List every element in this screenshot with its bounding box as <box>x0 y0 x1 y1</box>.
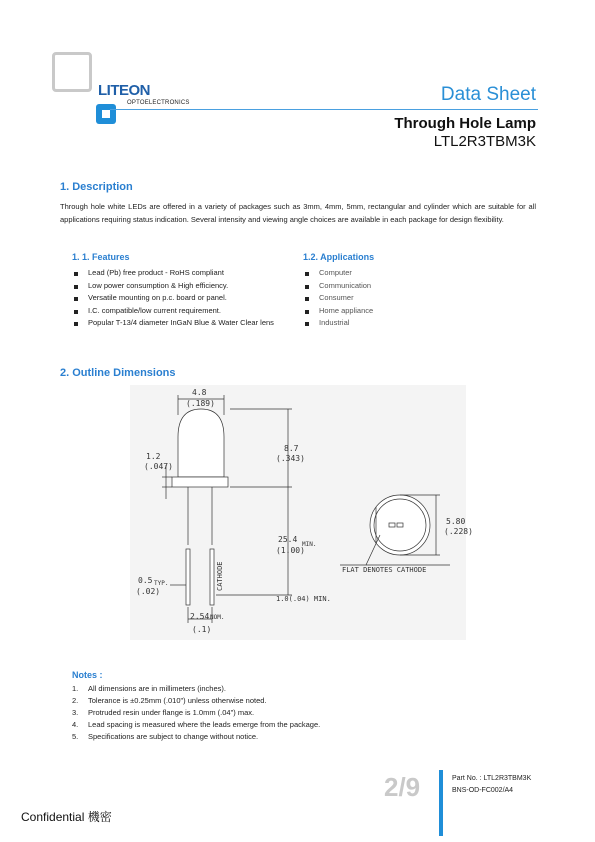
applications-heading: 1.2. Applications <box>303 252 375 262</box>
dim-label: 0.5 <box>138 576 153 585</box>
dim-label: 1.2 <box>146 452 161 461</box>
footer-part-number: Part No. : LTL2R3TBM3K <box>452 775 532 782</box>
description-text: Through hole white LEDs are offered in a variety of packages such as 3mm, 4mm, 5mm, rectangular and cylinder which are suitable for all applications requiring status indication. Several intensity and viewing angle choices are available in each package for design flexibility. <box>60 202 536 224</box>
outline-heading: 2. Outline Dimensions <box>60 367 176 379</box>
notes-list <box>72 683 320 743</box>
logo-mark-icon <box>96 104 116 124</box>
lead-right-cut <box>210 549 214 605</box>
confidential-label: Confidential 機密 <box>21 810 112 824</box>
led-flange <box>172 477 228 487</box>
dim-label: (.189) <box>186 399 215 408</box>
list-item <box>72 731 320 743</box>
features-heading: 1. 1. Features <box>72 252 130 262</box>
dim-label: (.228) <box>444 527 473 536</box>
list-item: Communication <box>303 280 453 293</box>
note-text: All dimensions are in millimeters (inches). <box>88 684 226 693</box>
outline-drawing <box>130 385 473 640</box>
lead-pad-right <box>397 523 403 527</box>
dim-label: (1.00) <box>276 546 305 555</box>
list-item <box>72 695 320 707</box>
note-number: 2. <box>72 696 79 705</box>
note-text: Tolerance is ±0.25mm (.010") unless otherwise noted. <box>88 696 267 705</box>
dim-label: NOM. <box>210 614 225 621</box>
list-item: Computer <box>303 267 453 280</box>
flat-cathode-note: FLAT DENOTES CATHODE <box>342 566 427 574</box>
list-item: Industrial <box>303 317 453 330</box>
lead-pad-left <box>389 523 395 527</box>
header-divider <box>110 109 538 110</box>
note-text: Protruded resin under flange is 1.0mm (.04") max. <box>88 708 255 717</box>
note-number: 5. <box>72 732 79 741</box>
footer-document-number: BNS-OD-FC002/A4 <box>452 787 514 794</box>
footer-accent-bar <box>439 770 443 836</box>
applications-list <box>303 267 453 330</box>
lead-left-cut <box>186 549 190 605</box>
dim-label: 8.7 <box>284 444 299 453</box>
dim-label: 1.0(.04) MIN. <box>276 595 331 603</box>
logo-frame <box>52 52 92 92</box>
note-number: 3. <box>72 708 79 717</box>
led-body <box>178 409 224 477</box>
list-item: Popular T-13/4 diameter InGaN Blue & Water Clear lens <box>72 317 284 330</box>
list-item <box>72 719 320 731</box>
note-number: 1. <box>72 684 79 693</box>
list-item: Versatile mounting on p.c. board or panel. <box>72 292 284 305</box>
list-item <box>72 683 320 695</box>
list-item: Low power consumption & High efficiency. <box>72 280 284 293</box>
dim-label: MIN. <box>302 541 317 548</box>
part-number: LTL2R3TBM3K <box>433 133 536 150</box>
note-number: 4. <box>72 720 79 729</box>
dim-label: 25.4 <box>278 535 298 544</box>
page-number: 2/9 <box>384 772 421 802</box>
dim-label: 4.8 <box>192 388 207 397</box>
list-item: Home appliance <box>303 305 453 318</box>
list-item <box>72 707 320 719</box>
description-heading: 1. Description <box>60 181 133 193</box>
list-item: Lead (Pb) free product - RoHS compliant <box>72 267 284 280</box>
note-text: Lead spacing is measured where the leads emerge from the package. <box>88 720 321 729</box>
cathode-label: CATHODE <box>216 561 224 591</box>
notes-heading: Notes : <box>72 670 103 680</box>
logo-subtitle: OPTOELECTRONICS <box>127 100 190 106</box>
features-list <box>72 267 284 330</box>
dim-label: (.343) <box>276 454 305 463</box>
product-title: Through Hole Lamp <box>394 115 536 132</box>
dim-label: (.1) <box>192 625 212 634</box>
list-item: Consumer <box>303 292 453 305</box>
logo-text: LITEON <box>98 82 150 99</box>
dim-label: 5.80 <box>446 517 466 526</box>
list-item: I.C. compatible/low current requirement. <box>72 305 284 318</box>
dim-label: 2.54 <box>190 612 210 621</box>
dim-label: (.047) <box>144 462 173 471</box>
dim-label: (.02) <box>136 587 161 596</box>
dim-label: TYP. <box>154 580 169 587</box>
note-text: Specifications are subject to change without notice. <box>88 732 259 741</box>
document-type: Data Sheet <box>440 84 536 105</box>
